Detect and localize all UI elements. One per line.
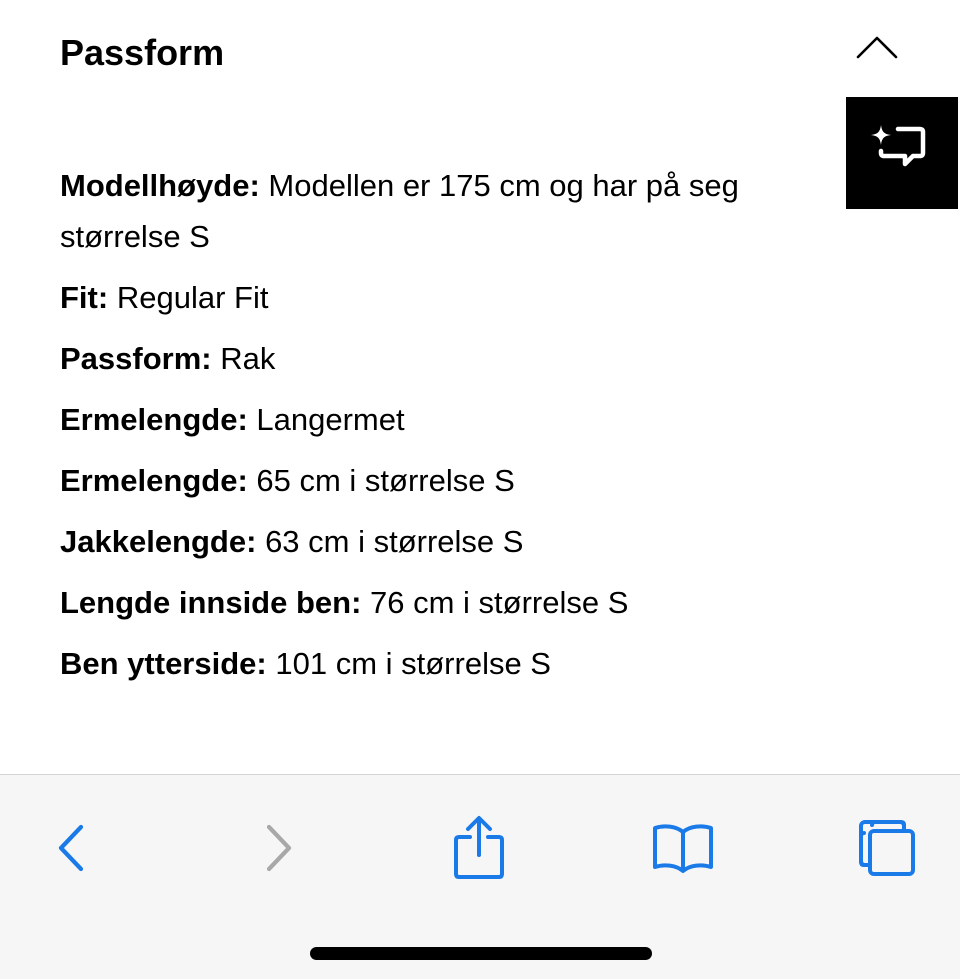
spec-value: 76 cm i størrelse S <box>370 585 629 620</box>
home-indicator[interactable] <box>310 947 652 960</box>
chevron-up-icon <box>855 34 899 60</box>
spec-label: Ben ytterside: <box>60 646 267 681</box>
spec-item-inseam <box>60 577 850 628</box>
share-icon <box>453 815 505 881</box>
spec-value: Modellen er 175 cm og har på seg størrelse S <box>60 168 739 254</box>
browser-toolbar <box>0 774 960 979</box>
tabs-button[interactable] <box>842 813 932 883</box>
spec-value: 63 cm i størrelse S <box>265 524 524 559</box>
spec-label: Passform: <box>60 341 212 376</box>
spec-label: Lengde innside ben: <box>60 585 362 620</box>
tabs-icon <box>858 819 916 877</box>
book-icon <box>652 822 714 874</box>
spec-value: Langermet <box>256 402 405 437</box>
spec-value: Regular Fit <box>116 280 269 315</box>
share-button[interactable] <box>434 813 524 883</box>
spec-list <box>60 160 850 699</box>
spec-item-shape <box>60 333 850 384</box>
spec-label: Jakkelengde: <box>60 524 257 559</box>
ai-assistant-button[interactable] <box>846 97 958 209</box>
chevron-left-icon <box>56 823 86 873</box>
forward-button[interactable] <box>234 813 324 883</box>
spec-label: Fit: <box>60 280 109 315</box>
spec-item-fit <box>60 272 850 323</box>
spec-item-outseam <box>60 638 850 689</box>
spec-item-sleeve-length <box>60 455 850 506</box>
spec-item-model-height <box>60 160 850 262</box>
spec-label: Ermelengde: <box>60 463 248 498</box>
ai-chat-sparkle-icon <box>870 121 934 185</box>
spec-item-sleeve-type <box>60 394 850 445</box>
back-button[interactable] <box>26 813 116 883</box>
spec-value: 65 cm i størrelse S <box>256 463 515 498</box>
section-title: Passform <box>60 32 225 73</box>
spec-label: Modellhøyde: <box>60 168 260 203</box>
collapse-toggle[interactable] <box>848 22 906 72</box>
section-header[interactable] <box>0 0 960 100</box>
chevron-right-icon <box>264 823 294 873</box>
spec-item-jacket-length <box>60 516 850 567</box>
spec-value: 101 cm i størrelse S <box>275 646 551 681</box>
spec-label: Ermelengde: <box>60 402 248 437</box>
spec-value: Rak <box>220 341 276 376</box>
bookmarks-button[interactable] <box>638 813 728 883</box>
